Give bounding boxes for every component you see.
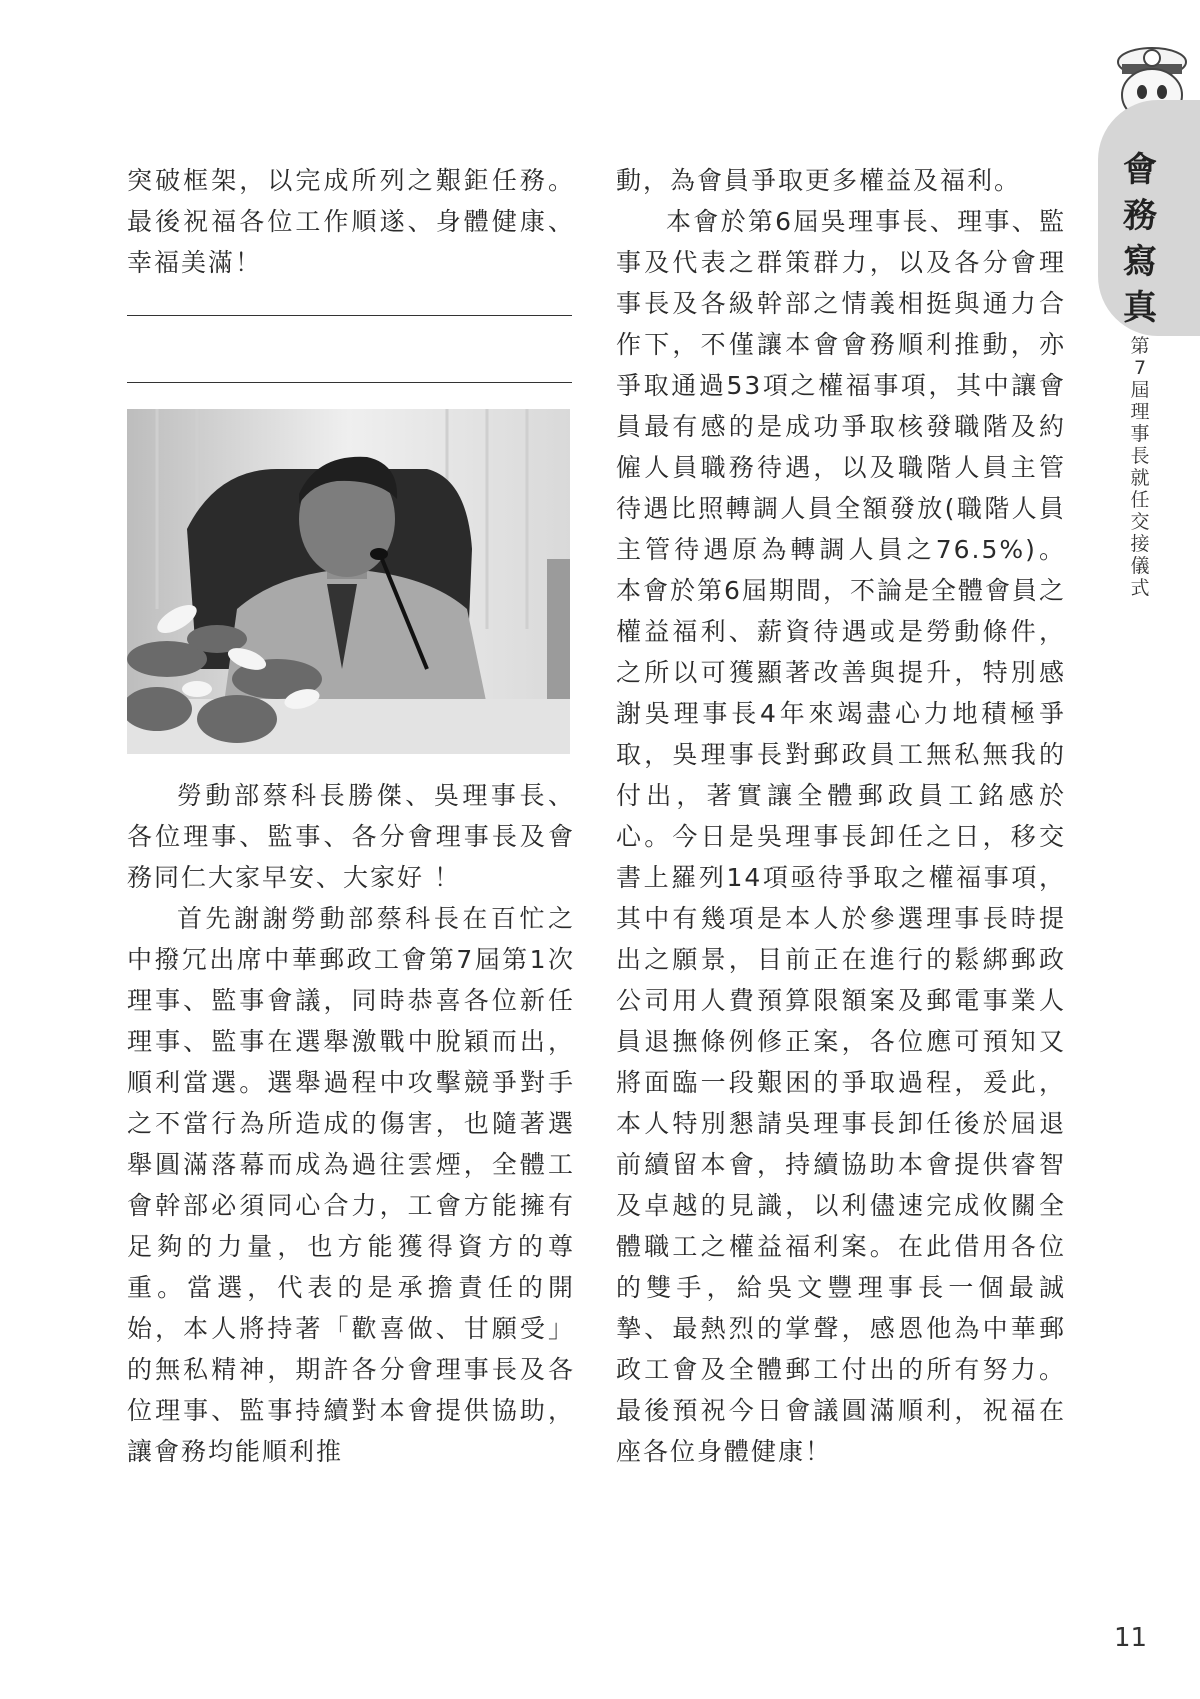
speaker-photo [127,409,570,754]
side-caption-char: 儀 [1130,555,1150,577]
section-title-char: 會 [1123,150,1157,190]
divider-line [127,315,572,316]
side-caption-char: 第 [1130,335,1150,357]
side-caption [1125,335,1155,599]
side-caption-char: 7 [1133,357,1147,379]
section-title-char: 真 [1123,288,1157,328]
divider-line [127,382,572,383]
left-column-top [127,160,575,283]
side-caption-char: 屆 [1130,379,1150,401]
side-caption-char: 理 [1130,401,1150,423]
paragraph: 動，為會員爭取更多權益及福利。 [616,166,1022,195]
section-title-char: 務 [1123,196,1157,236]
paragraph: 首先謝謝勞動部蔡科長在百忙之中撥冗出席中華郵政工會第7屆第1次理事、監事會議，同時恭喜各位新任理事、監事在選舉激戰中脫穎而出，順利當選。選舉過程中攻擊競爭對手之不當行為所造成的傷害，也隨著選舉圓滿落幕而成為過往雲煙，全體工會幹部必須同心合力，工會方能擁有足夠的力量，也方能獲得資方的尊重。當選，代表的是承擔責任的開始，本人將持著「歡喜做、甘願受」的無私精神，期許各分會理事長及各位理事、監事持續對本會提供協助，讓會務均能順利推 [127,904,575,1466]
section-title-char: 寫 [1123,242,1157,282]
side-caption-char: 事 [1130,423,1150,445]
paragraph: 本會於第6屆吳理事長、理事、監事及代表之群策群力，以及各分會理事長及各級幹部之情義相挺與通力合作下，不僅讓本會會務順利推動，亦爭取通過53項之權福事項，其中讓會員最有感的是成功爭取核發職階及約僱人員職務待遇，以及職階人員主管待遇比照轉調人員全額發放(職階人員主管待遇原為轉調人員之76.5%)。本會於第6屆期間，不論是全體會員之權益福利、薪資待遇或是勞動條件，之所以可獲顯著改善與提升，特別感謝吳理事長4年來竭盡心力地積極爭取，吳理事長對郵政員工無私無我的付出，著實讓全體郵政員工銘感於心。今日是吳理事長卸任之日，移交書上羅列14項亟待爭取之權福事項，其中有幾項是本人於參選理事長時提出之願景，目前正在進行的鬆綁郵政公司用人費預算限額案及郵電事業人員退撫條例修正案，各位應可預知又將面臨一段艱困的爭取過程，爰此，本人特別懇請吳理事長卸任後於屆退前續留本會，持續協助本會提供睿智及卓越的見識，以利儘速完成攸關全體職工之權益福利案。在此借用各位的雙手，給吳文豐理事長一個最誠摯、最熱烈的掌聲，感恩他為中華郵政工會及全體郵工付出的所有努力。最後預祝今日會議圓滿順利，祝福在座各位身體健康！ [616,207,1066,1466]
paragraph: 勞動部蔡科長勝傑、吳理事長、各位理事、監事、各分會理事長及會務同仁大家早安、大家好 ！ [127,781,575,892]
side-caption-char: 式 [1130,577,1150,599]
side-caption-char: 接 [1130,533,1150,555]
left-column-bottom [127,775,575,1472]
page-number: 11 [1114,1623,1148,1653]
side-caption-char: 任 [1130,489,1150,511]
paragraph: 突破框架，以完成所列之艱鉅任務。最後祝福各位工作順遂、身體健康、幸福美滿！ [127,166,575,277]
right-column [616,160,1066,1472]
side-caption-char: 長 [1130,445,1150,467]
side-caption-char: 交 [1130,511,1150,533]
side-caption-char: 就 [1130,467,1150,489]
section-title [1120,147,1160,331]
